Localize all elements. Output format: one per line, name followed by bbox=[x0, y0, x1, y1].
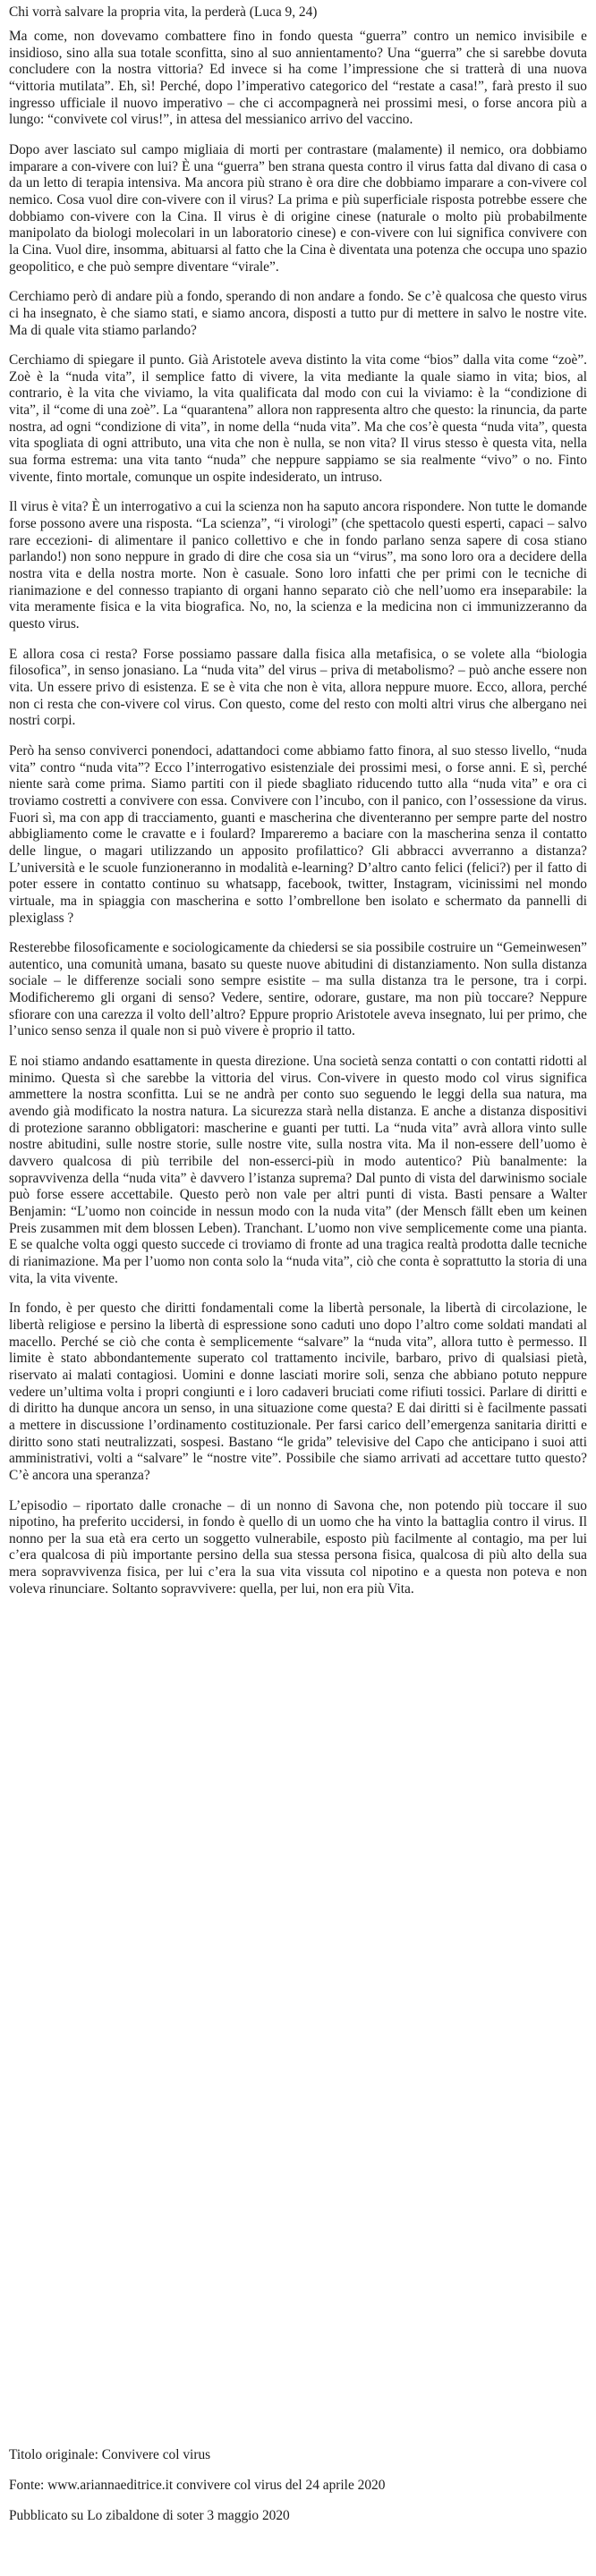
paragraph: Dopo aver lasciato sul campo migliaia di morti per contrastare (malamente) il nemico, ora dobbiamo imparare a con-vivere con lui? È una “guerra” ben strana questa contro il virus fatta dal divano di casa o da un letto di terapia intensiva. Ma ancora più strano è ora dire che dobbiamo imparare a con-vivere col nemico. Cosa vuol dire con-vivere con il virus? La prima e più superficiale risposta potrebbe essere che dobbiamo con-vivere con la Cina. Il virus è di origine cinese (naturale o molto più probabilmente manipolato da biologi molecolari in un laboratorio cinese) e con-vivere con lui significa convivere con la Cina. Vuol dire, insomma, abituarsi al fatto che la Cina è diventata una potenza che occupa uno spazio geopolitico, e che può sempre diventare “virale”. bbox=[9, 141, 587, 275]
paragraph: E noi stiamo andando esattamente in questa direzione. Una società senza contatti o con contatti ridotti al minimo. Questa sì che sarebbe la vittoria del virus. Con-vivere in questo modo col virus significa ammettere la nostra sconfitta. Lui se ne andrà per conto suo seguendo le leggi della sua natura, ma avendo già modificato la nostra natura. La sicurezza starà nella distanza. E anche a distanza dispositivi di protezione saranno obbligatori: mascherine e guanti per tutti. La “nuda vita” avrà allora vinto sulle nostre abitudini, sulle nostre storie, sulle nostre vite, sulla nostra vita. Ma il non-essere dell’uomo è davvero qualcosa di più terribile del non-esserci-più in modo autentico? Più banalmente: la sopravvivenza della “nuda vita” è davvero l’istanza suprema? Dal punto di vista del darwinismo sociale può forse essere accettabile. Questo però non vale per altri punti di vista. Basti pensare a Walter Benjamin: “L’uomo non coincide in nessun modo con la nuda vita” (der Mensch fällt eben um keinen Preis zusammen mit dem blossen Leben). Tranchant. L’uomo non vive semplicemente come una pianta. E se qualche volta oggi questo succede ci troviamo di fronte ad una tragica realtà prodotta dalle tecniche di rianimazione. Ma per l’uomo non conta solo la “nuda vita”, ciò che conta è soprattutto la storia di una vita, la vita vivente. bbox=[9, 1054, 587, 1286]
paragraph: In fondo, è per questo che diritti fondamentali come la libertà personale, la libertà di circolazione, le libertà religiose e persino la libertà di espressione sono caduti uno dopo l’altro come soldati mandati al macello. Perché se ciò che conta è semplicemente “salvare” la “nuda vita”, allora tutto è permesso. Il limite è stato abbondantemente superato col trattamento incivile, barbaro, privo di qualsiasi pietà, riservato ai malati contagiosi. Uomini e donne lasciati morire soli, senza che abbiano potuto neppure vedere un’ultima volta i propri congiunti e i loro cadaveri bruciati come rifiuti tossici. Parlare di diritti e di diritto ha dunque ancora un senso, in una situazione come questa? E dai diritti si è facilmente passati a mettere in discussione l’ordinamento costituzionale. Per farsi carico dell’emergenza sanitaria diritti e diritto sono stati neutralizzati, sospesi. Bastano “le grida” televisive del Capo che anticipano i suoi atti amministrativi, volti a “salvare” le “nostre vite”. Possibile che siamo arrivati ad accettare tutto questo? C’è ancora una speranza? bbox=[9, 1301, 587, 1483]
original-title: Titolo originale: Convivere col virus bbox=[9, 2447, 211, 2462]
paragraph: Cerchiamo di spiegare il punto. Già Aristotele aveva distinto la vita come “bios” dalla vita come “zoè”. Zoè è la “nuda vita”, il semplice fatto di vivere, la vita mediante la quale siamo in vita; bios, al contrario, è la vita che viviamo, la vita qualificata dal modo con cui la viviamo: è la “condizione di vita”, il “come di una zoè”. La “quarantena” allora non rappresenta altro che questo: la rinuncia, da parte nostra, ad ogni “condizione di vita”, in nome della “nuda vita”. Ma che cos’è questa “nuda vita”, questa vita spogliata di ogni attributo, una vita che non è nulla, se non vita? Il virus stesso è questa vita, nella sua forma estrema: una vita tanto “nuda” che neppure sappiamo se sia realmente “vivo” o no. Finto vivente, finto mortale, comunque un ospite indesiderato, un intruso. bbox=[9, 352, 587, 485]
article-credits bbox=[9, 2446, 582, 2538]
paragraph: Il virus è vita? È un interrogativo a cui la scienza non ha saputo ancora rispondere. Non tutte le domande forse possono avere una risposta. “La scienza”, “i virologi” (che spettacolo questi esperti, capaci – salvo rare eccezioni- di alimentare il panico collettivo e che in fondo parlano senza sapere di cosa stiano parlando!) non sono neppure in grado di dire che cosa sia un “virus”, ma sono loro ora a decidere della nostra vita e della nostra morte. Non è casuale. Sono loro infatti che per primi con le tecniche di rianimazione e del connesso trapianto di organi hanno separato ciò che nell’uomo era inseparabile: la vita meramente fisica e la vita biografica. No, no, la scienza e la medicina non ci immunizzeranno da questo virus. bbox=[9, 499, 587, 631]
epigraph: Chi vorrà salvare la propria vita, la perderà (Luca 9, 24) bbox=[9, 4, 318, 20]
paragraph: L’episodio – riportato dalle cronache – di un nonno di Savona che, non potendo più toccare il suo nipotino, ha preferito uccidersi, in fondo è quello di un uomo che ha vinto la battaglia contro il virus. Il nonno per la sua età era certo un soggetto vulnerabile, esposto più facilmente al contagio, ma per lui c’era qualcosa di più importante persino della sua stessa persona fisica, qualcosa di più alto della sua mera sopravvivenza fisica, per lui c’era la sua vita vissuta col nipotino e a questa non poteva e non voleva rinunciare. Soltanto sopravvivere: quella, per lui, non era più Vita. bbox=[9, 1497, 587, 1597]
paragraph: Ma come, non dovevamo combattere fino in fondo questa “guerra” contro un nemico invisibile e insidioso, sino alla sua totale sconfitta, sino al suo annientamento? Una “guerra” che si sarebbe dovuta concludere con la nostra vittoria? Ed invece si ha come l’impressione che si tratterà di una nuova “vittoria mutilata”. Eh, sì! Perché, dopo l’imperativo categorico del “restate a casa!”, farà presto il suo ingresso ufficiale il nuovo imperativo – che ci accompagnerà nei prossimi mesi, o forse ancora più a lungo: “convivete col virus!”, in attesa del messianico arrivo del vaccino. bbox=[9, 29, 587, 128]
paragraph: Però ha senso conviverci ponendoci, adattandoci come abbiamo fatto finora, al suo stesso livello, “nuda vita” contro “nuda vita”? Ecco l’interrogativo esistenziale dei prossimi mesi, o forse anni. E sì, perché niente sarà come prima. Siamo partiti con il piede sbagliato riducendo tutto alla “nuda vita” e ora ci troviamo costretti a convivere con essa. Convivere con l’incubo, con il panico, con l’ossessione da virus. Fuori sì, ma con app di tracciamento, guanti e mascherina che diventeranno per sempre parte del nostro abbigliamento come le cravatte e i foulard? Impareremo a baciare con la mascherina senza il contatto delle lingue, o magari utilizzando un apposito profilattico? Gli abbracci avverranno a distanza? L’università e le scuole funzioneranno in modalità e-learning? D’altro canto felici (felici?) per il fatto di poter essere in contatto continuo su whatsapp, facebook, twitter, Instagram, vicinissimi nel mondo virtuale, ma in spiaggia con mascherina e sotto l’ombrellone ben isolato e schermato da pannelli di plexiglass ? bbox=[9, 742, 587, 926]
paragraph: E allora cosa ci resta? Forse possiamo passare dalla fisica alla metafisica, o se volete alla “biologia filosofica”, in senso jonasiano. La “nuda vita” del virus – priva di metabolismo? – può anche essere non vita. Un essere privo di esistenza. E se è vita che non è vita, allora neppure muore. Ecco, allora, perché non ci resta che con-vivere col virus. Con questo, come del resto con molti altri virus che albergano nei nostri corpi. bbox=[9, 646, 587, 729]
paragraph: Cerchiamo però di andare più a fondo, sperando di non andare a fondo. Se c’è qualcosa che questo virus ci ha insegnato, è che siamo stati, e siamo ancora, disposti a tutto pur di mettere in salvo le nostre vite. Ma di quale vita stiamo parlando? bbox=[9, 289, 587, 338]
article-body bbox=[9, 29, 587, 1611]
paragraph: Resterebbe filosoficamente e sociologicamente da chiedersi se sia possibile costruire un “Gemeinwesen” autentico, una comunità umana, basato su queste nuove abitudini di distanziamento. Non sulla distanza sociale – le differenze sociali sono sempre esistite – ma sulla distanza tra le persone, tra i corpi. Modificheremo gli organi di senso? Vedere, sentire, odorare, gustare, ma non più toccare? Neppure sfiorare con una carezza il volto dell’altro? Eppure proprio Aristotele aveva insegnato, lui per primo, che l’unico senso senza il quale non si può vivere è proprio il tatto. bbox=[9, 940, 587, 1039]
publication-line: Pubblicato su Lo zibaldone di soter 3 maggio 2020 bbox=[9, 2508, 290, 2523]
source-line: Fonte: www.ariannaeditrice.it convivere col virus del 24 aprile 2020 bbox=[9, 2478, 386, 2493]
